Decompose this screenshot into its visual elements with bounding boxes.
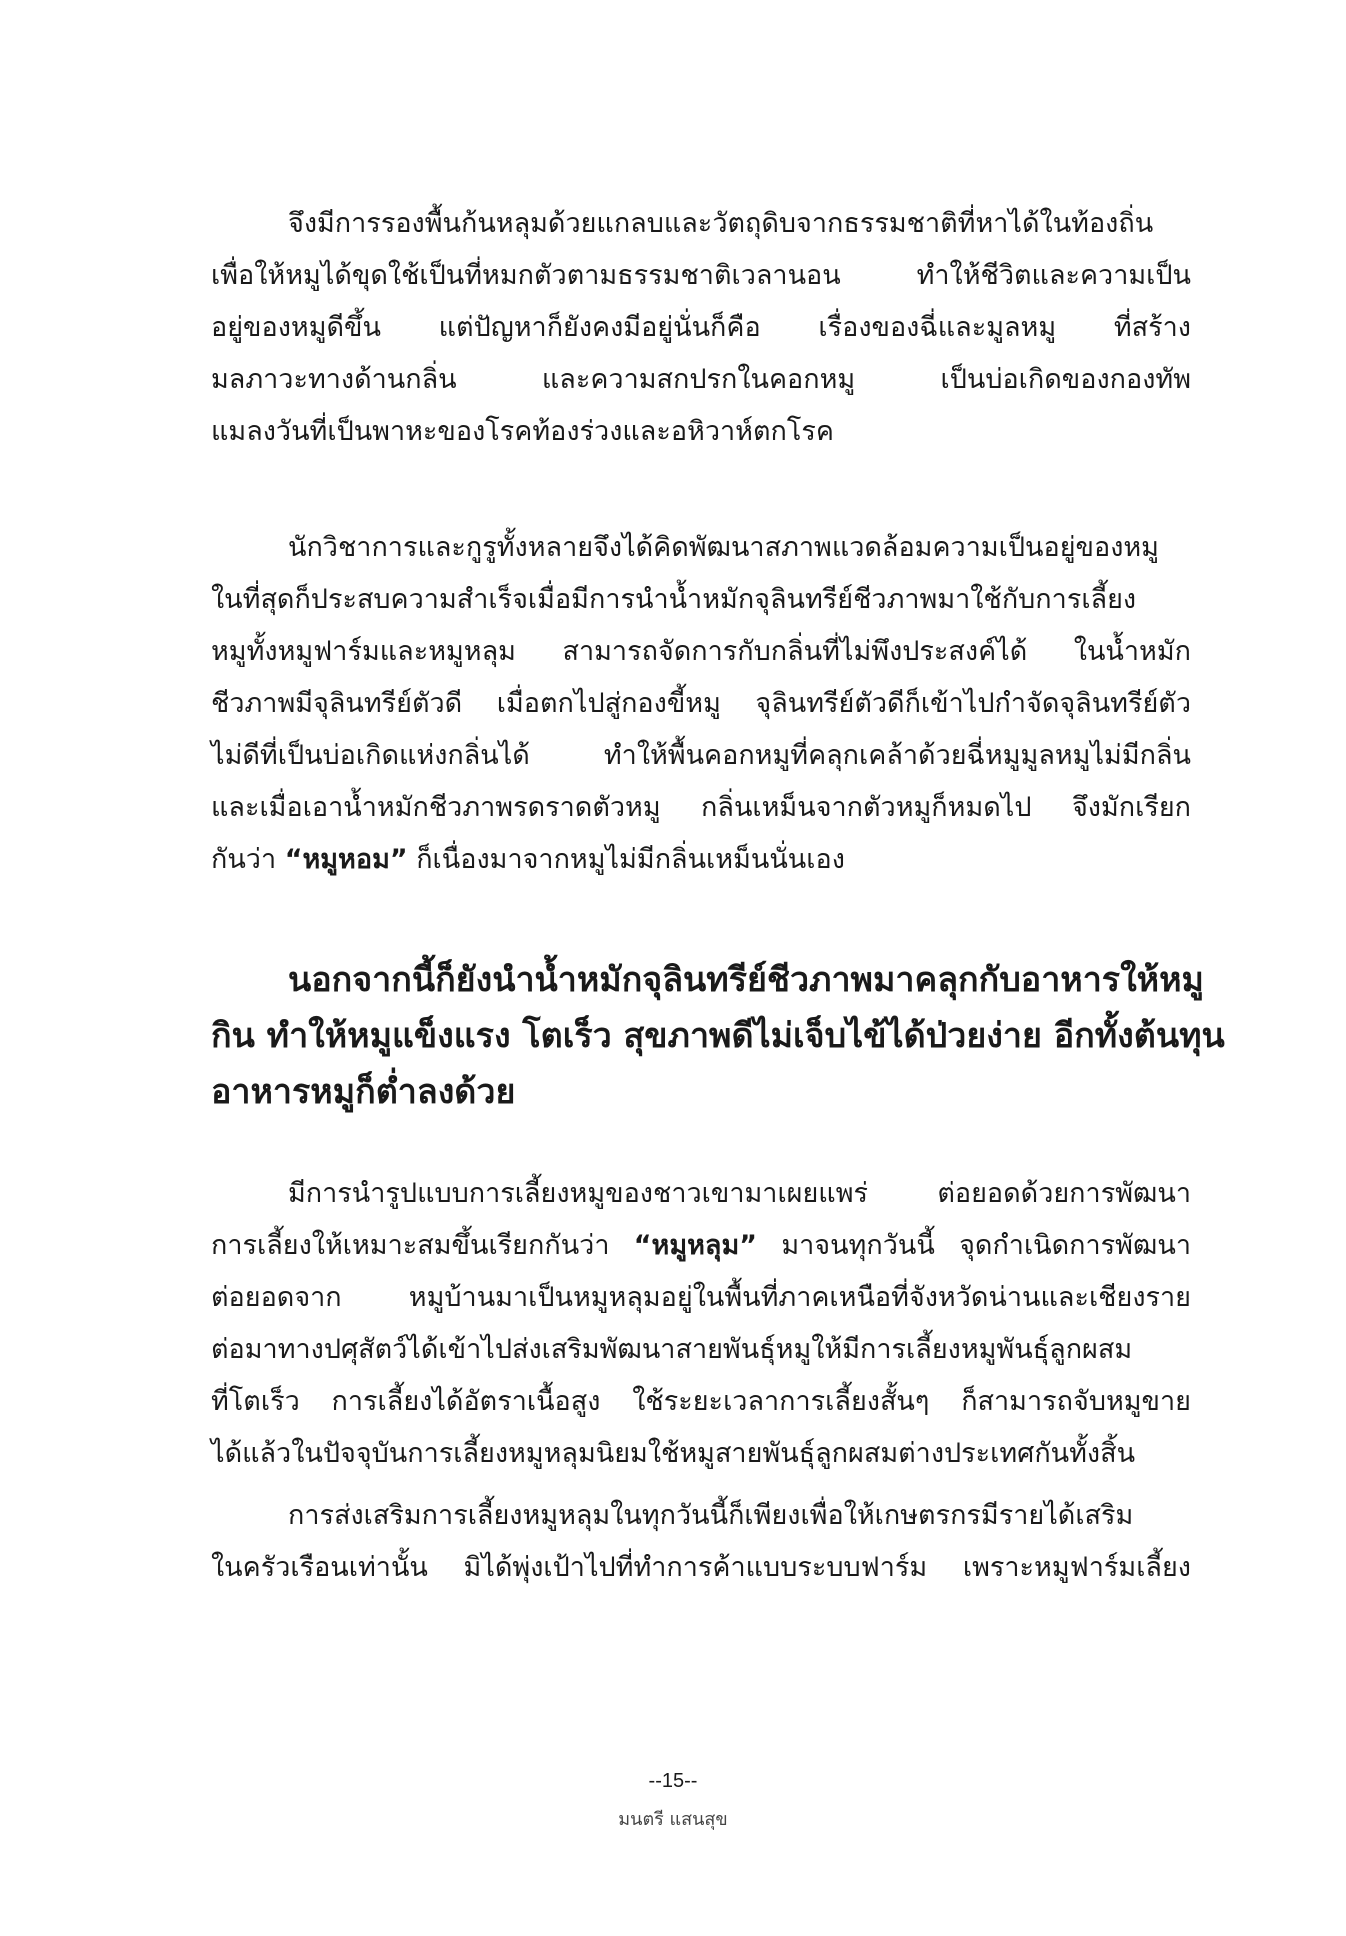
paragraph-line: นักวิชาการและกูรูทั้งหลายจึงได้คิดพัฒนาสภาพแวดล้อมความเป็นอยู่ของหมู — [288, 532, 1159, 563]
paragraph-line: เพื่อให้หมูได้ขุดใช้เป็นที่หมกตัวตามธรรมชาติเวลานอน ทำให้ชีวิตและความเป็น — [211, 260, 1191, 291]
highlight-paragraph — [211, 952, 1225, 1120]
paragraph-line — [211, 1220, 1191, 1272]
text-run: การเลี้ยงให้เหมาะสมขึ้นเรียกกันว่า — [211, 1230, 634, 1261]
paragraph-line: จึงมีการรองพื้นก้นหลุมด้วยแกลบและวัตถุดิบจากธรรมชาติที่หาได้ในท้องถิ่น — [288, 208, 1154, 239]
paragraph-line: หมูทั้งหมูฟาร์มและหมูหลุม สามารถจัดการกับกลิ่นที่ไม่พึงประสงค์ได้ ในน้ำหมัก — [211, 636, 1191, 667]
paragraph-line: การส่งเสริมการเลี้ยงหมูหลุมในทุกวันนี้ก็เพียงเพื่อให้เกษตรกรมีรายได้เสริม — [288, 1500, 1134, 1531]
paragraph-pit-bedding — [211, 198, 1191, 458]
page-number: --15-- — [648, 1770, 698, 1792]
paragraph-line: ได้แล้วในปัจจุบันการเลี้ยงหมูหลุมนิยมใช้หมูสายพันธุ์ลูกผสมต่างประเทศกันทั้งสิ้น — [211, 1438, 1136, 1469]
paragraph-line: มีการนำรูปแบบการเลี้ยงหมูของชาวเขามาเผยแพร่ ต่อยอดด้วยการพัฒนา — [288, 1178, 1191, 1209]
paragraph-line: และเมื่อเอาน้ำหมักชีวภาพรดราดตัวหมู กลิ่นเหม็นจากตัวหมูก็หมดไป จึงมักเรียก — [211, 792, 1191, 823]
paragraph-line — [211, 834, 1191, 886]
highlight-line: นอกจากนี้ก็ยังนำน้ำหมักจุลินทรีย์ชีวภาพมาคลุกกับอาหารให้หมู — [288, 960, 1204, 1000]
term-fragrant-pig: “หมูหอม” — [284, 844, 408, 875]
paragraph-pit-pig-origin — [211, 1168, 1191, 1480]
text-run: ก็เนื่องมาจากหมูไม่มีกลิ่นเหม็นนั่นเอง — [407, 844, 845, 875]
paragraph-line: ในที่สุดก็ประสบความสำเร็จเมื่อมีการนำน้ำหมักจุลินทรีย์ชีวภาพมาใช้กับการเลี้ยง — [211, 584, 1137, 615]
paragraph-line: ที่โตเร็ว การเลี้ยงได้อัตราเนื้อสูง ใช้ระยะเวลาการเลี้ยงสั้นๆ ก็สามารถจับหมูขาย — [211, 1386, 1191, 1417]
paragraph-line: ไม่ดีที่เป็นบ่อเกิดแห่งกลิ่นได้ ทำให้พื้นคอกหมูที่คลุกเคล้าด้วยฉี่หมูมูลหมูไม่มีกลิ่น — [211, 740, 1191, 771]
paragraph-line: ต่อยอดจาก หมูบ้านมาเป็นหมูหลุมอยู่ในพื้นที่ภาคเหนือที่จังหวัดน่านและเชียงราย — [211, 1282, 1191, 1313]
term-pit-pig: “หมูหลุม” — [633, 1230, 758, 1261]
paragraph-line: แมลงวันที่เป็นพาหะของโรคท้องร่วงและอหิวาห์ตกโรค — [211, 416, 834, 447]
text-run: มาจนทุกวันนี้ จุดกำเนิดการพัฒนา — [757, 1230, 1191, 1261]
paragraph-line: มลภาวะทางด้านกลิ่น และความสกปรกในคอกหมู เป็นบ่อเกิดของกองทัพ — [211, 364, 1191, 395]
paragraph-line: ต่อมาทางปศุสัตว์ได้เข้าไปส่งเสริมพัฒนาสายพันธุ์หมูให้มีการเลี้ยงหมูพันธุ์ลูกผสม — [211, 1334, 1133, 1365]
paragraph-line: ในครัวเรือนเท่านั้น มิได้พุ่งเป้าไปที่ทำการค้าแบบระบบฟาร์ม เพราะหมูฟาร์มเลี้ยง — [211, 1552, 1191, 1583]
paragraph-bio-fermentation — [211, 522, 1191, 886]
paragraph-line: ชีวภาพมีจุลินทรีย์ตัวดี เมื่อตกไปสู่กองขี้หมู จุลินทรีย์ตัวดีก็เข้าไปกำจัดจุลินทรีย์ตัว — [211, 688, 1191, 719]
highlight-line: อาหารหมูก็ต่ำลงด้วย — [211, 1072, 516, 1112]
text-run: กันว่า — [211, 844, 285, 875]
paragraph-line: อยู่ของหมูดีขึ้น แต่ปัญหาก็ยังคงมีอยู่นั่นก็คือ เรื่องของฉี่และมูลหมู ที่สร้าง — [211, 312, 1191, 343]
author-name: มนตรี แสนสุข — [618, 1809, 728, 1830]
highlight-line: กิน ทำให้หมูแข็งแรง โตเร็ว สุขภาพดีไม่เจ็บไข้ได้ป่วยง่าย อีกทั้งต้นทุน — [211, 1016, 1225, 1056]
paragraph-promotion — [211, 1490, 1191, 1594]
